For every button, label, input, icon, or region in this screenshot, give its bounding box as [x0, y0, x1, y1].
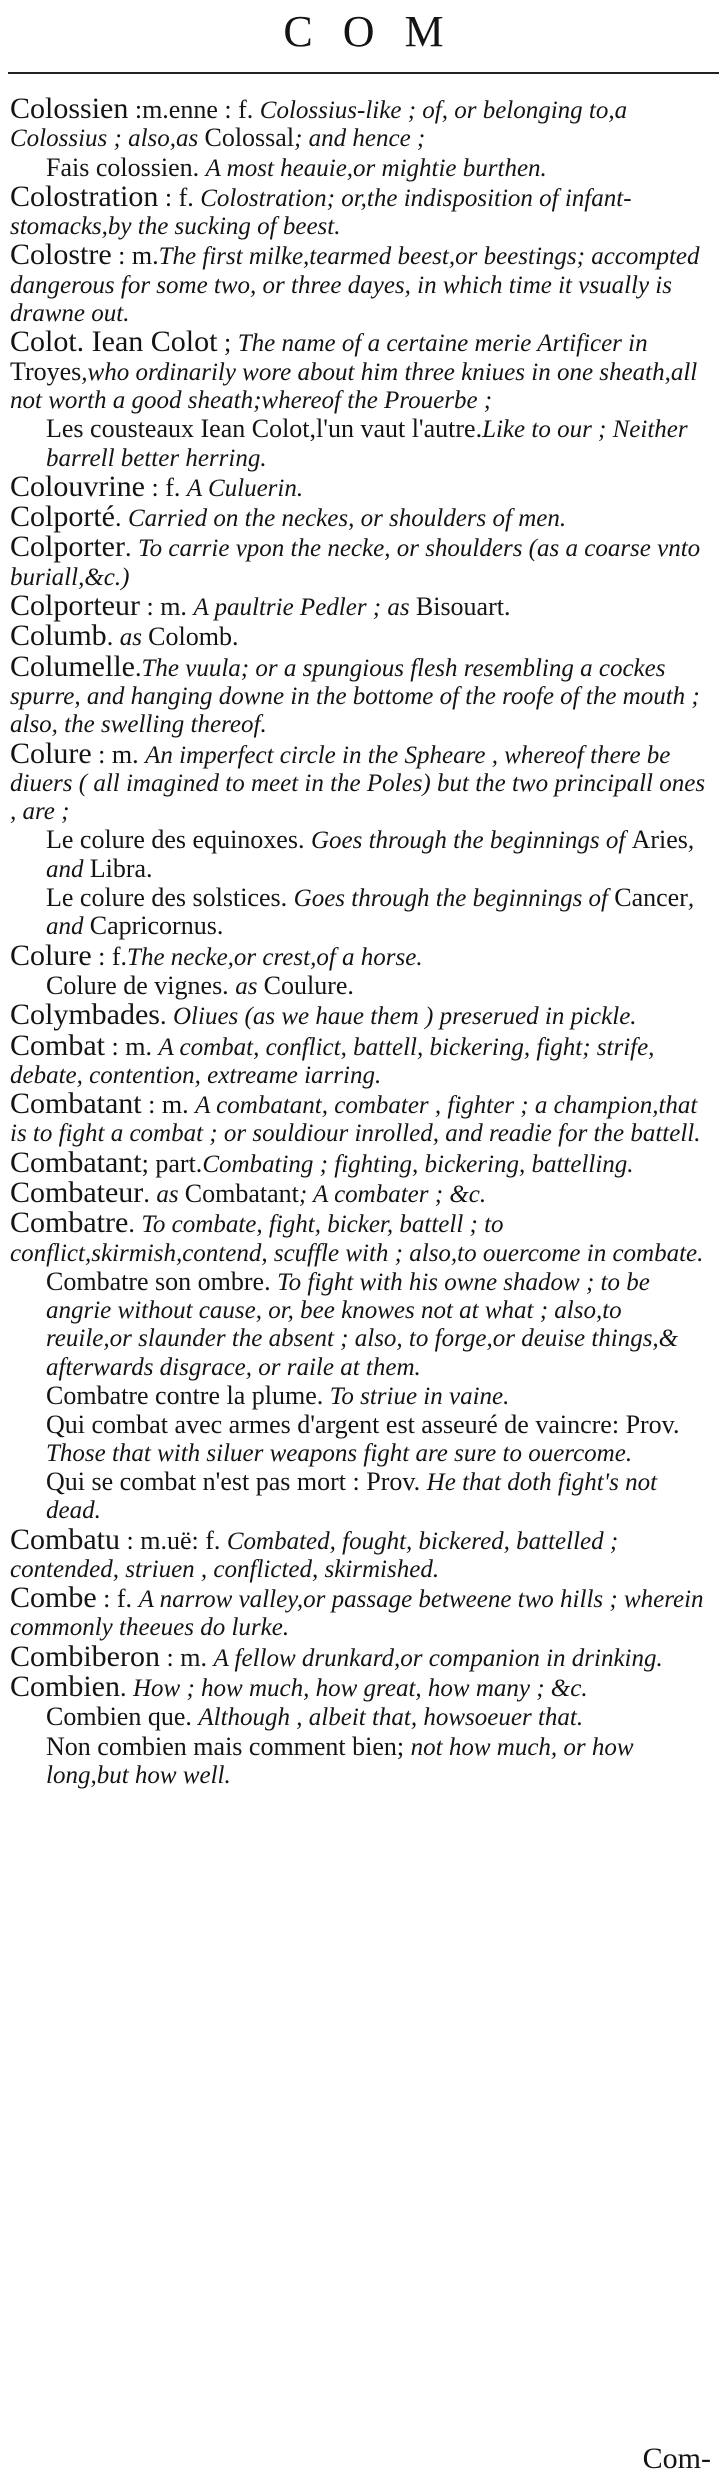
roman-text: . [120, 1673, 133, 1703]
roman-text: . [106, 622, 120, 652]
roman-text: Qui se combat n'est pas mort : Prov. [46, 1466, 427, 1496]
entry-list [10, 92, 710, 1790]
dictionary-entry [10, 1522, 710, 1584]
definition-text: A Culuerin. [186, 474, 304, 502]
headword: Combatant [10, 1145, 142, 1179]
roman-text: : m. [139, 592, 194, 622]
sub-entry [10, 1733, 710, 1790]
headword: Colure [10, 736, 92, 770]
roman-text: : f. [91, 941, 128, 971]
headword: Combiberon [10, 1639, 160, 1673]
headword: Combat [10, 1028, 105, 1062]
definition-text: , and [46, 827, 695, 883]
roman-text: . [134, 652, 142, 682]
roman-text: . [115, 503, 128, 533]
definition-text: An imperfect circle in the Spheare , whereof there be diuers ( all imagined to meet in the Poles) but the two principall ones , are ; [10, 741, 706, 826]
roman-text: Cancer [614, 883, 688, 913]
headword: Colporteur [10, 589, 140, 623]
roman-text: : m. [105, 1031, 159, 1061]
headword: Columb [10, 619, 107, 653]
dictionary-entry [10, 589, 710, 623]
definition-text: as [119, 624, 149, 652]
roman-text: Le colure des equinoxes. [46, 825, 311, 855]
headword: Colostration [10, 179, 159, 213]
definition-text: To striue in vaine. [329, 1383, 510, 1411]
dictionary-entry [10, 179, 710, 241]
roman-text: Libra. [89, 853, 153, 883]
dictionary-entry [10, 938, 710, 972]
definition-text: Goes through the beginnings of [310, 827, 632, 855]
roman-text: ; [217, 328, 238, 358]
roman-text: Combatant [184, 1178, 299, 1208]
dictionary-entry [10, 92, 710, 153]
roman-text: : f. [145, 472, 187, 502]
roman-text: . [128, 1209, 142, 1239]
definition-text: ,who ordinarily wore about him three kniues in one sheath,all not worth a good sheath;whereof the Prouerbe ; [10, 358, 698, 414]
roman-text: Les cousteaux Iean Colot,l'un vaut l'autre. [46, 414, 483, 444]
definition-text: Colostration; or,the indisposition of infant-stomacks,by the sucking of beest. [10, 184, 632, 241]
roman-text: : m. [141, 1090, 196, 1120]
definition-text: Goes through the beginnings of [293, 885, 615, 913]
headword: Colot. Iean Colot [10, 325, 218, 359]
definition-text: as [156, 1180, 185, 1208]
dictionary-entry [10, 1175, 710, 1209]
dictionary-entry [10, 1639, 710, 1673]
roman-text: : m. [91, 739, 146, 769]
definition-text: The name of a certaine merie Artificer in [237, 330, 648, 358]
definition-text: Oliues (as we haue them ) preserued in pickle. [173, 1003, 637, 1031]
definition-text: A most heauie,or mightie burthen. [205, 154, 547, 182]
headword: Colporter [10, 530, 125, 564]
roman-text: Combatre contre la plume. [46, 1381, 330, 1411]
definition-text: A combat, conflict, battell, bickering, fight; strife, debate, contention, extreame iarring. [10, 1033, 655, 1089]
definition-text: Combating ; fighting, bickering, battelling. [202, 1150, 634, 1178]
headword: Colymbades [10, 998, 160, 1032]
roman-text: :m.enne : f. [128, 95, 260, 124]
sub-entry [10, 884, 710, 941]
roman-text: Non combien mais comment bien; [46, 1731, 411, 1761]
roman-text: : m. [160, 1642, 214, 1672]
definition-text: To combate, fight, bicker, battell ; to conflict,skirmish,contend, scuffle with ; also,to ouercome in combate. [10, 1211, 704, 1267]
sub-entry [10, 1468, 710, 1525]
sub-entry [10, 826, 710, 883]
definition-text: Those that with siluer weapons fight are sure to ouercome. [46, 1439, 633, 1467]
definition-text: Carried on the neckes, or shoulders of men. [128, 505, 567, 533]
sub-entry [10, 972, 710, 1000]
definition-text: A narrow valley,or passage betweene two hills ; wherein commonly theeues do lurke. [10, 1586, 704, 1642]
dictionary-entry [10, 500, 710, 534]
dictionary-entry [10, 649, 710, 739]
roman-text: . [160, 1001, 173, 1031]
headword: Colostre [10, 238, 112, 272]
definition-text: He that doth fight's not dead. [46, 1468, 658, 1525]
roman-text: Fais colossien. [46, 152, 206, 182]
definition-text: Like to our ; Neither barrell better herring. [46, 416, 688, 472]
definition-text: Colossius-like ; of, or belonging to,a Colossius ; also,as [10, 97, 628, 153]
headword: Columelle [10, 649, 135, 683]
headword: Combatant [10, 1087, 142, 1121]
dictionary-entry [10, 1145, 710, 1179]
sub-entry [10, 1382, 710, 1410]
roman-text: Le colure des solstices. [46, 883, 294, 913]
definition-text: ; A combater ; &c. [298, 1180, 487, 1208]
headword: Combatre [10, 1206, 129, 1240]
sub-entry [10, 1703, 710, 1731]
sub-entry [10, 415, 710, 472]
definition-text: The vuula; or a spungious flesh resembling a cockes spurre, and hanging downe in the bottome of the roofe of the mouth ; also, the swelling thereof. [10, 654, 700, 739]
definition-text: The first milke,tearmed beest,or beestings; accompted dangerous for some two, or three dayes, in which time it vsually is drawne out. [10, 243, 700, 328]
dictionary-entry [10, 530, 710, 591]
roman-text: : m.uë: f. [120, 1525, 227, 1555]
headword: Colouvrine [10, 469, 145, 503]
roman-text: Colossal [204, 123, 295, 153]
headword: Combe [10, 1581, 97, 1615]
roman-text: . [124, 533, 138, 563]
roman-text: Colure de vignes. [46, 970, 236, 1000]
page-header: COM [283, 7, 474, 56]
header-rule [8, 72, 719, 74]
sub-entry [10, 154, 710, 182]
headword: Colporté [10, 500, 115, 534]
dictionary-entry [10, 469, 710, 503]
definition-text: ; and hence ; [294, 125, 426, 153]
headword: Colossien [10, 92, 129, 125]
headword: Combateur [10, 1175, 144, 1209]
definition-text: Although , albeit that, howsoeuer that. [198, 1704, 584, 1732]
roman-text: Combatre son ombre. [46, 1266, 278, 1296]
definition-text: A combatant, combater , fighter ; a champion,that is to fight a combat ; or souldiour inrolled, and readie for the battell. [10, 1092, 701, 1148]
dictionary-entry [10, 1670, 710, 1704]
dictionary-entry [10, 736, 710, 826]
definition-text: , and [46, 885, 695, 941]
roman-text: Troyes [10, 356, 82, 386]
definition-text: To fight with his owne shadow ; to be angrie without cause, or, bee knowes not at what ; also,to reuile,or slaunder the absent ; also, to forge,or deuise things,& afterwards disgrace, or raile at them. [46, 1268, 679, 1381]
definition-text: A paultrie Pedler ; as [193, 594, 416, 622]
headword: Combatu [10, 1522, 120, 1556]
catchword: Com- [642, 2442, 711, 2475]
definition-text: The necke,or crest,of a horse. [127, 943, 423, 971]
roman-text: : m. [111, 241, 159, 271]
sub-entry [10, 1411, 710, 1467]
dictionary-entry [10, 1581, 710, 1642]
definition-text: as [235, 972, 264, 1000]
dictionary-entry [10, 1206, 710, 1267]
dictionary-entry [10, 1087, 710, 1148]
roman-text: Bisouart. [415, 592, 511, 622]
dictionary-entry [10, 998, 710, 1032]
headword: Combien [10, 1670, 120, 1704]
definition-text: Combated, fought, bickered, battelled ; contended, striuen , conflicted, skirmished. [10, 1527, 619, 1583]
roman-text: . [143, 1178, 157, 1208]
roman-text: Aries [631, 825, 688, 855]
dictionary-entry [10, 325, 710, 414]
roman-text: Colomb. [148, 622, 239, 652]
roman-text: : f. [96, 1584, 139, 1614]
dictionary-entry [10, 238, 710, 328]
definition-text: not how much, or how long,but how well. [46, 1733, 634, 1789]
roman-text: ; part. [141, 1148, 203, 1178]
roman-text: Qui combat avec armes d'argent est asseuré de vaincre: Prov. [46, 1410, 680, 1440]
roman-text: Coulure. [263, 970, 354, 1000]
sub-entry [10, 1268, 710, 1381]
roman-text: Combien que. [46, 1702, 199, 1732]
definition-text: A fellow drunkard,or companion in drinking. [213, 1644, 663, 1672]
dictionary-entry [10, 619, 710, 653]
definition-text: To carrie vpon the necke, or shoulders (as a coarse vnto buriall,&c.) [10, 535, 701, 591]
dictionary-entry [10, 1028, 710, 1090]
headword: Colure [10, 938, 92, 972]
roman-text: : f. [158, 182, 201, 212]
roman-text: Capricornus. [89, 911, 224, 941]
definition-text: How ; how much, how great, how many ; &c. [133, 1675, 588, 1703]
